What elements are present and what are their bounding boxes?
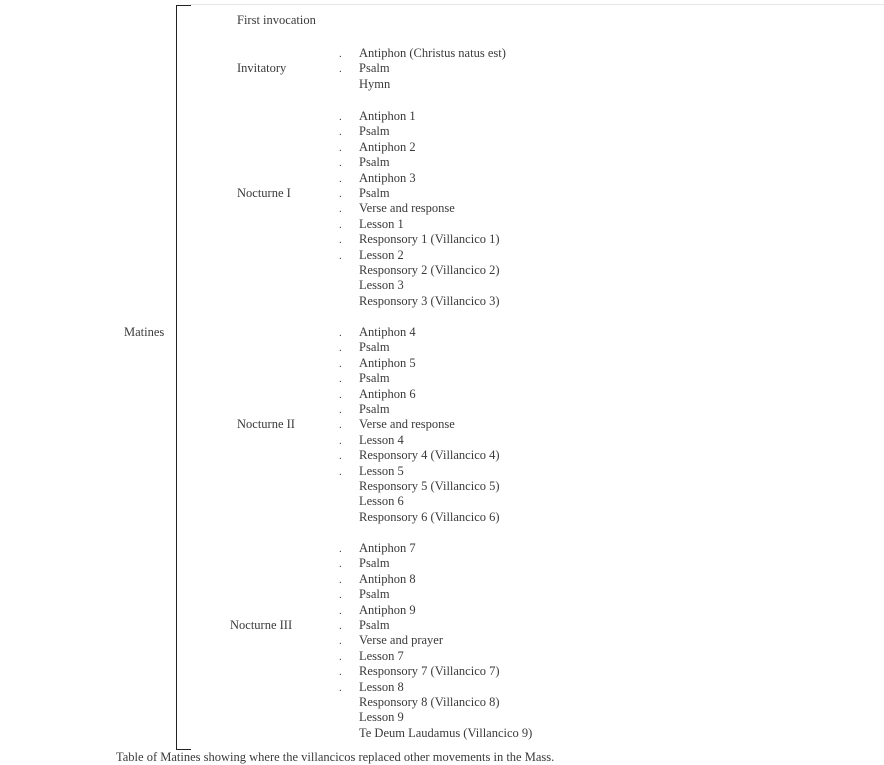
list-item: Antiphon 2 bbox=[359, 139, 416, 154]
table-caption: Table of Matines showing where the villancicos replaced other movements in the Mass. bbox=[116, 750, 555, 764]
list-item: Psalm bbox=[359, 155, 390, 170]
bullet-marker: . bbox=[339, 681, 342, 694]
list-item: Responsory 5 (Villancico 5) bbox=[359, 479, 500, 493]
list-item: Psalm bbox=[359, 340, 390, 355]
list-item: Verse and prayer bbox=[359, 633, 443, 648]
list-item: Psalm bbox=[359, 587, 390, 602]
bullet-marker: . bbox=[339, 203, 342, 216]
list-item: Hymn bbox=[359, 76, 391, 91]
list-item: Psalm bbox=[359, 556, 390, 571]
list-item: Psalm bbox=[359, 402, 390, 416]
section-label-nocturne-ii: Nocturne II bbox=[237, 417, 295, 432]
list-item: Antiphon 9 bbox=[359, 602, 416, 617]
list-item: Antiphon 4 bbox=[359, 325, 416, 339]
list-item: Psalm bbox=[359, 186, 390, 200]
bullet-marker: . bbox=[339, 543, 342, 555]
bullet-marker: . bbox=[339, 434, 342, 447]
section-label-nocturne-iii: Nocturne III bbox=[230, 618, 293, 632]
bullet-marker: . bbox=[339, 373, 342, 386]
list-item: Lesson 2 bbox=[359, 247, 404, 262]
list-item: Antiphon 7 bbox=[359, 541, 416, 555]
bullet-marker: . bbox=[339, 48, 342, 60]
list-item: Psalm bbox=[359, 61, 390, 76]
list-item: Antiphon 5 bbox=[359, 355, 416, 370]
list-item: Lesson 5 bbox=[359, 463, 404, 478]
list-item: Antiphon 3 bbox=[359, 170, 416, 185]
list-item: Lesson 8 bbox=[359, 679, 404, 694]
list-item: Lesson 6 bbox=[359, 494, 404, 509]
list-item: Responsory 6 (Villancico 6) bbox=[359, 509, 500, 524]
list-item: Antiphon 8 bbox=[359, 571, 416, 586]
list-item: Responsory 8 (Villancico 8) bbox=[359, 695, 500, 709]
list-item: Responsory 2 (Villancico 2) bbox=[359, 263, 500, 277]
bullet-marker: . bbox=[339, 111, 342, 123]
bullet-marker: . bbox=[339, 342, 342, 355]
bullet-marker: . bbox=[339, 666, 342, 679]
bullet-marker: . bbox=[339, 388, 342, 401]
bullet-marker: . bbox=[339, 635, 342, 648]
bullet-marker: . bbox=[339, 450, 342, 463]
bullet-marker: . bbox=[339, 604, 342, 617]
list-item: Antiphon (Christus natus est) bbox=[359, 46, 506, 60]
matines-bracket bbox=[176, 5, 191, 750]
list-item: Lesson 1 bbox=[359, 216, 404, 231]
bullet-marker: . bbox=[339, 465, 342, 478]
list-item: Lesson 4 bbox=[359, 432, 404, 447]
section-label-invitatory: Invitatory bbox=[237, 61, 287, 76]
list-item: Antiphon 1 bbox=[359, 109, 416, 123]
list-item: Responsory 7 (Villancico 7) bbox=[359, 664, 500, 679]
bullet-marker: . bbox=[339, 357, 342, 370]
list-item: Responsory 3 (Villancico 3) bbox=[359, 293, 500, 308]
list-item: Lesson 3 bbox=[359, 278, 404, 293]
section-label-first-invocation: First invocation bbox=[237, 13, 316, 27]
bullet-marker: . bbox=[339, 157, 342, 170]
list-item: Antiphon 6 bbox=[359, 386, 416, 401]
matines-label: Matines bbox=[124, 325, 165, 339]
bullet-marker: . bbox=[339, 188, 342, 200]
bullet-marker: . bbox=[339, 126, 342, 139]
list-item: Responsory 1 (Villancico 1) bbox=[359, 232, 500, 247]
bullet-marker: . bbox=[339, 404, 342, 416]
bullet-marker: . bbox=[339, 650, 342, 663]
bullet-marker: . bbox=[339, 172, 342, 185]
bullet-marker: . bbox=[339, 589, 342, 602]
list-item: Verse and response bbox=[359, 417, 455, 432]
list-item: Psalm bbox=[359, 124, 390, 139]
bullet-marker: . bbox=[339, 620, 342, 632]
top-rule bbox=[190, 4, 884, 5]
list-item: Te Deum Laudamus (Villancico 9) bbox=[359, 725, 533, 740]
list-item: Responsory 4 (Villancico 4) bbox=[359, 448, 500, 463]
list-item: Lesson 7 bbox=[359, 648, 404, 663]
bullet-marker: . bbox=[339, 573, 342, 586]
bullet-marker: . bbox=[339, 558, 342, 571]
section-label-nocturne-i: Nocturne I bbox=[237, 186, 291, 200]
bullet-marker: . bbox=[339, 249, 342, 262]
bullet-marker: . bbox=[339, 419, 342, 432]
bullet-marker: . bbox=[339, 234, 342, 247]
bullet-marker: . bbox=[339, 327, 342, 339]
bullet-marker: . bbox=[339, 141, 342, 154]
list-item: Psalm bbox=[359, 618, 390, 632]
bullet-marker: . bbox=[339, 218, 342, 231]
bullet-marker: . bbox=[339, 63, 342, 76]
list-item: Lesson 9 bbox=[359, 710, 404, 725]
list-item: Verse and response bbox=[359, 201, 455, 216]
list-item: Psalm bbox=[359, 371, 390, 386]
